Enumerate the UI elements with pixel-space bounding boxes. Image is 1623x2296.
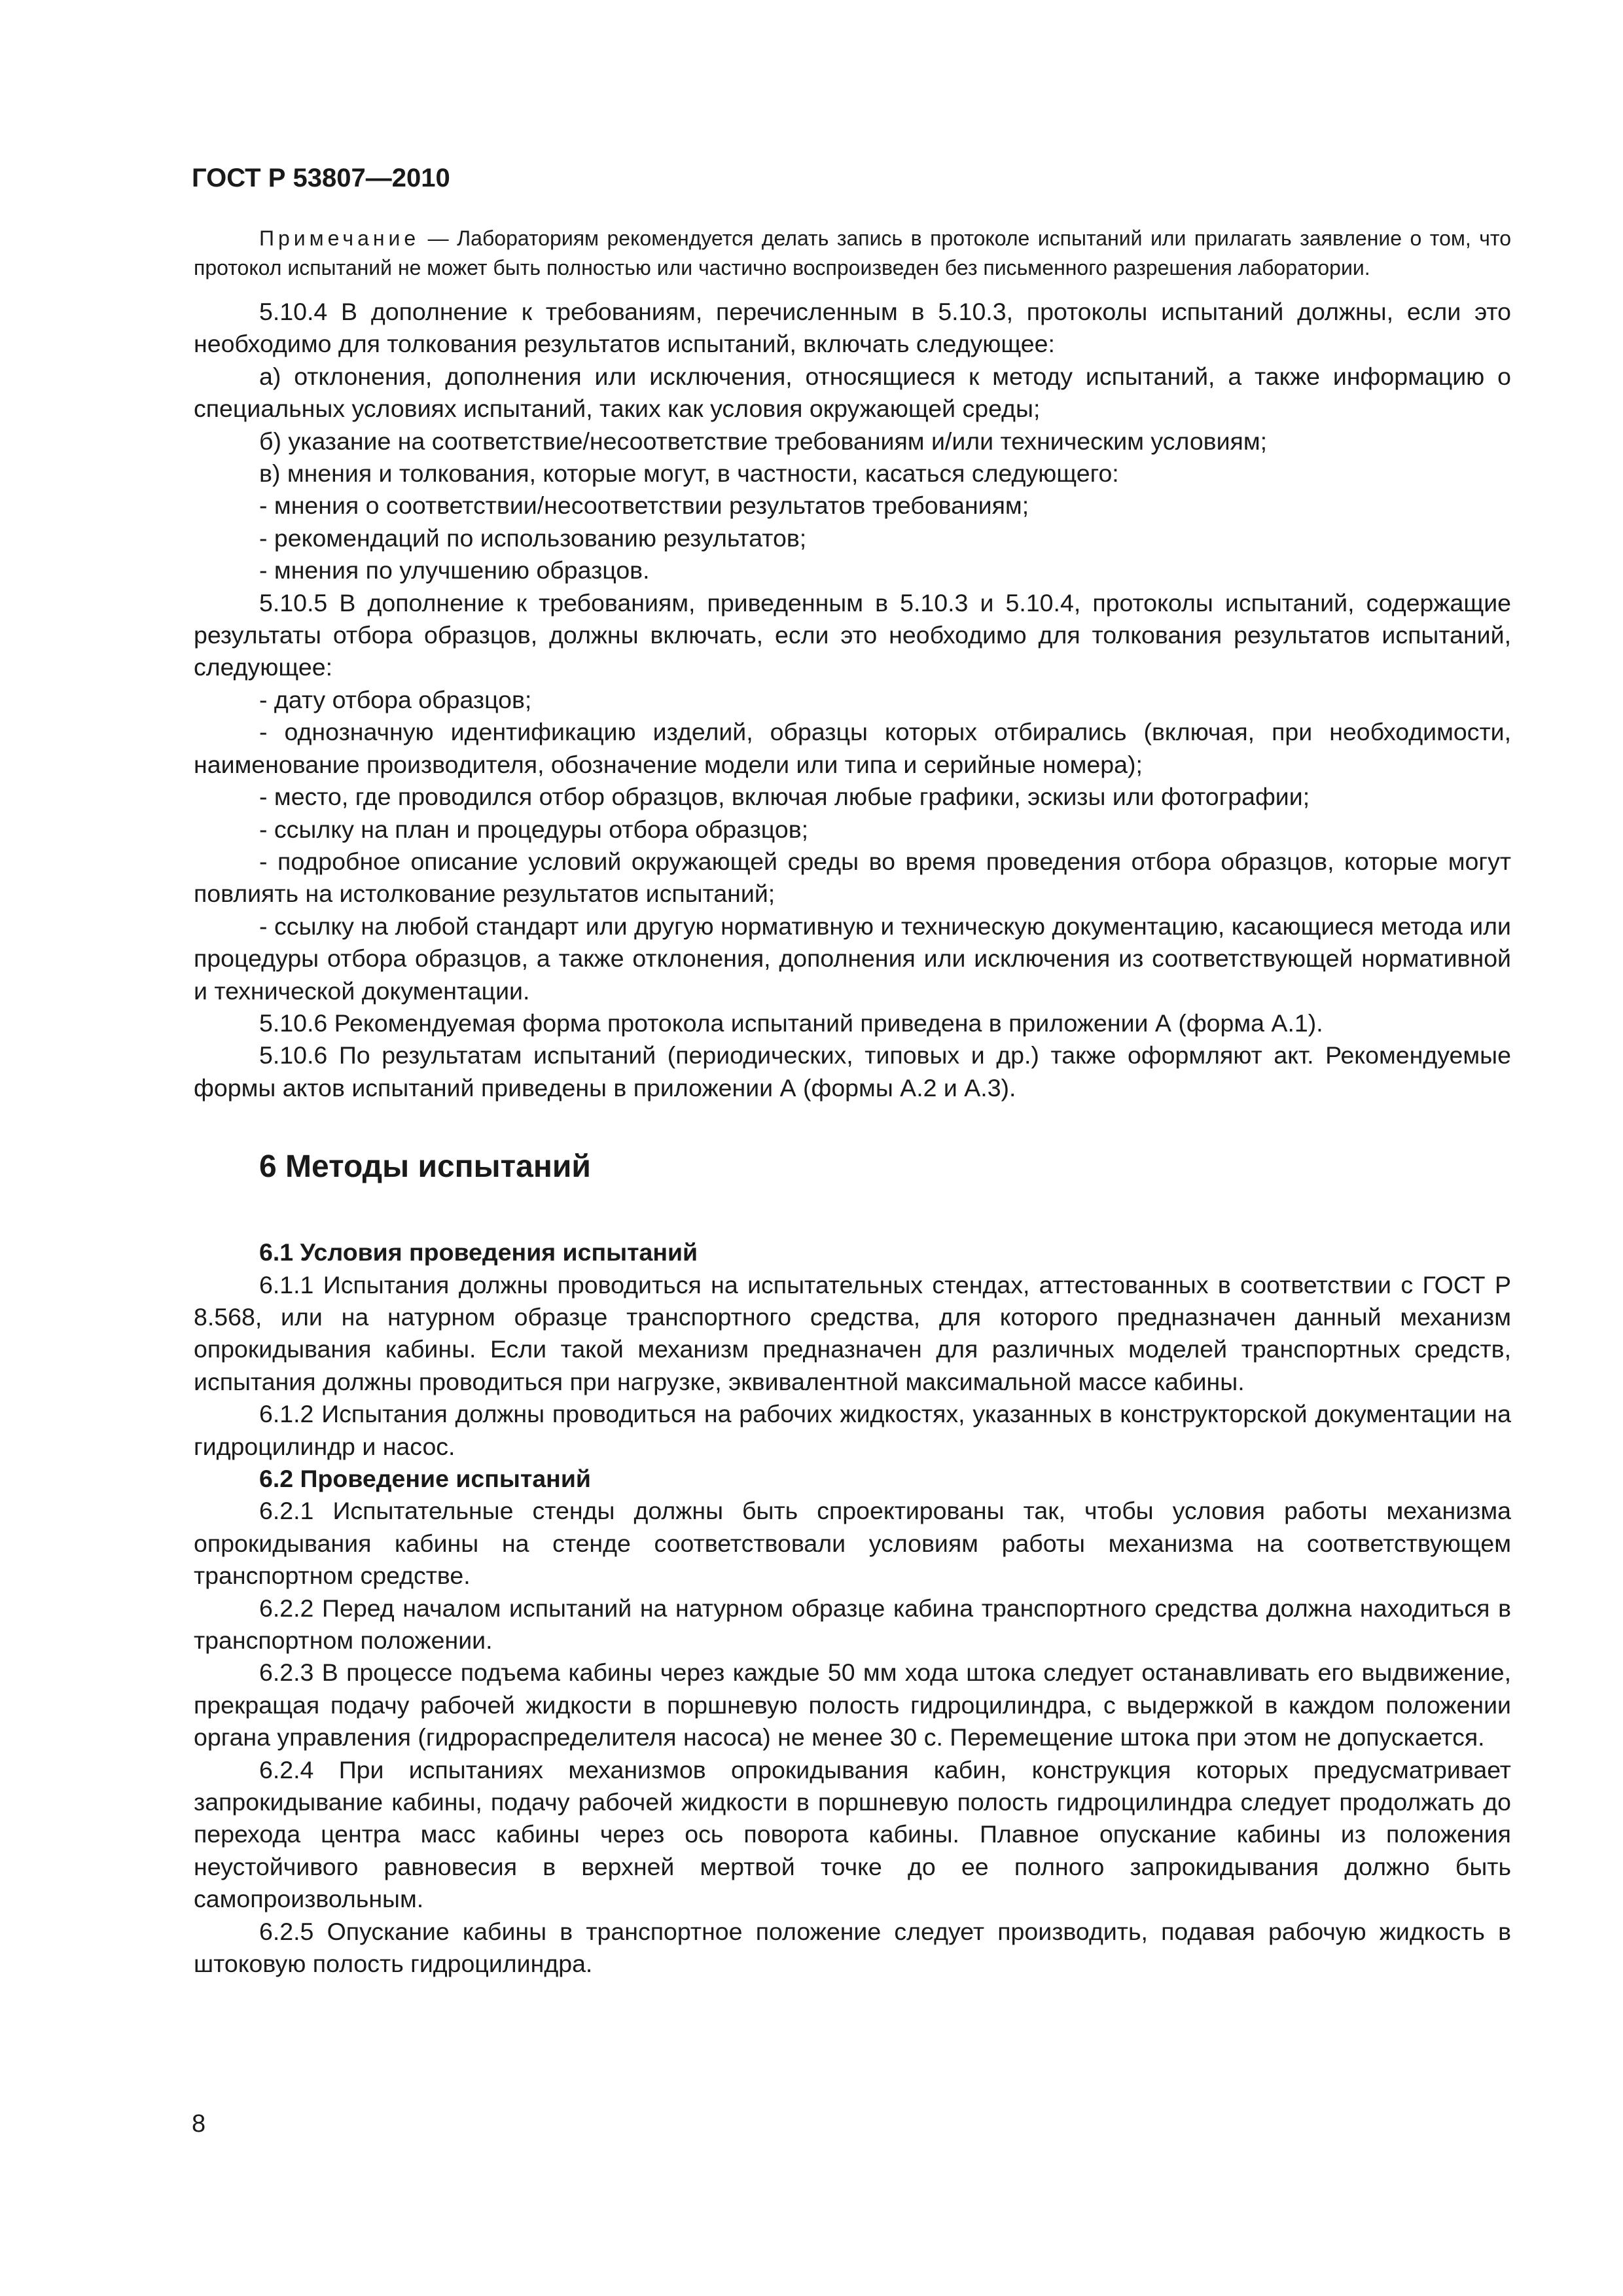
paragraph-6-1-1: 6.1.1 Испытания должны проводиться на испытательных стендах, аттестованных в соответствии с ГОСТ Р 8.568, или на натурном образце транспортного средства, для которого предназначен данный механизм опрокидывания кабины. Если такой механизм предназначен для различных моделей транспортных средств, испытания должны проводиться при нагрузке, эквивалентной максимальной массе кабины. — [194, 1270, 1511, 1395]
paragraph-5-10-6-act: 5.10.6 По результатам испытаний (периодических, типовых и др.) также оформляют акт. Рекомендуемые формы актов испытаний приведены в приложении А (формы А.2 и А.3). — [194, 1041, 1511, 1102]
subsection-6-2-heading: 6.2 Проведение испытаний — [259, 1465, 591, 1492]
paragraph-6-2-2: 6.2.2 Перед началом испытаний на натурном образце кабина транспортного средства должна находиться в транспортном положении. — [194, 1594, 1511, 1655]
subsection-6-1-heading: 6.1 Условия проведения испытаний — [259, 1238, 698, 1266]
page-content — [194, 224, 1511, 1981]
list-item: - ссылку на план и процедуры отбора образцов; — [259, 815, 809, 843]
note-label: Примечание — [259, 226, 420, 250]
section-6-heading: 6 Методы испытаний — [259, 1149, 591, 1185]
paragraph-6-2-1: 6.2.1 Испытательные стенды должны быть спроектированы так, чтобы условия работы механизма опрокидывания кабины на стенде соответствовали условиям работы механизма на соответствующем транспортном средстве. — [194, 1497, 1511, 1590]
paragraph-6-1-2: 6.1.2 Испытания должны проводиться на рабочих жидкостях, указанных в конструкторской документации на гидроцилиндр и насос. — [194, 1400, 1511, 1460]
note-paragraph — [194, 224, 1511, 283]
note-text: — Лабораториям рекомендуется делать запись в протоколе испытаний или прилагать заявление о том, что протокол испытаний не может быть полностью или частично воспроизведен без письменного разрешения лаборатории. — [194, 226, 1511, 279]
paragraph-6-2-3: 6.2.3 В процессе подъема кабины через каждые 50 мм хода штока следует останавливать его выдвижение, прекращая подачу рабочей жидкости в поршневую полость гидроцилиндра, с выдержкой в каждом положении органа управления (гидрораспределителя насоса) не менее 30 с. Перемещение штока при этом не допускается. — [194, 1659, 1511, 1751]
list-item: - мнения о соответствии/несоответствии результатов требованиям; — [259, 492, 1029, 520]
list-item: - однозначную идентификацию изделий, образцы которых отбирались (включая, при необходимости, наименование производителя, обозначение модели или типа и серийные номера); — [194, 718, 1511, 778]
paragraph-6-2-4: 6.2.4 При испытаниях механизмов опрокидывания кабин, конструкция которых предусматривает запрокидывание кабины, подачу рабочей жидкости в поршневую полость гидроцилиндра следует продолжать до перехода центра масс кабины через ось поворота кабины. Плавное опускание кабины из положения неустойчивого равновесия в верхней мертвой точке до ее полного запрокидывания должно быть самопроизвольным. — [194, 1755, 1511, 1913]
list-item: - подробное описание условий окружающей среды во время проведения отбора образцов, которые могут повлиять на истолкование результатов испытаний; — [194, 847, 1511, 908]
list-item: а) отклонения, дополнения или исключения, относящиеся к методу испытаний, а также информацию о специальных условиях испытаний, таких как условия окружающей среды; — [194, 362, 1511, 423]
list-item: в) мнения и толкования, которые могут, в частности, касаться следующего: — [259, 459, 1119, 488]
list-item: - рекомендаций по использованию результатов; — [259, 524, 807, 552]
paragraph-6-2-5: 6.2.5 Опускание кабины в транспортное положение следует производить, подавая рабочую жидкость в штоковую полость гидроцилиндра. — [194, 1917, 1511, 1978]
list-item: - мнения по улучшению образцов. — [259, 556, 650, 584]
list-item: - место, где проводился отбор образцов, включая любые графики, эскизы или фотографии; — [259, 783, 1310, 811]
paragraph-5-10-6-form: 5.10.6 Рекомендуемая форма протокола испытаний приведена в приложении А (форма А.1). — [259, 1009, 1323, 1037]
paragraph-5-10-5: 5.10.5 В дополнение к требованиям, приведенным в 5.10.3 и 5.10.4, протоколы испытаний, содержащие результаты отбора образцов, должны включать, если это необходимо для толкования результатов испытаний, следующее: — [194, 588, 1511, 681]
list-item: - дату отбора образцов; — [259, 685, 532, 713]
paragraph-5-10-4: 5.10.4 В дополнение к требованиям, перечисленным в 5.10.3, протоколы испытаний должны, если это необходимо для толкования результатов испытаний, включать следующее: — [194, 298, 1511, 358]
list-item: б) указание на соответствие/несоответствие требованиям и/или техническим условиям; — [259, 427, 1268, 455]
list-item: - ссылку на любой стандарт или другую нормативную и техническую документацию, касающиеся метода или процедуры отбора образцов, а также отклонения, дополнения или исключения из соответствующей нормативной и технической документации. — [194, 912, 1511, 1005]
page-number: 8 — [192, 2110, 206, 2138]
document-code-header: ГОСТ Р 53807—2010 — [192, 164, 450, 192]
